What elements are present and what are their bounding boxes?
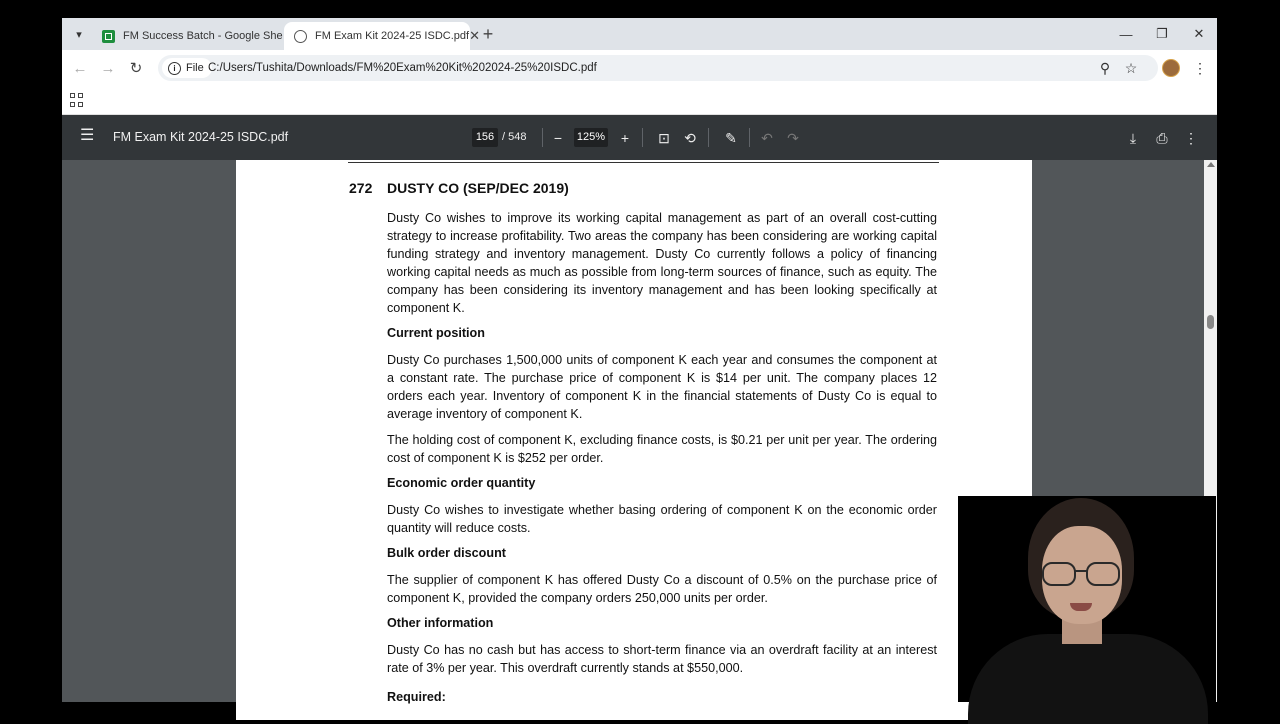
eoq-paragraph: Dusty Co wishes to investigate whether basing ordering of component K on the economic order quantity will reduce costs. — [387, 503, 937, 535]
reload-button[interactable]: ↻ — [129, 60, 143, 77]
presenter-body — [968, 634, 1208, 724]
download-icon[interactable]: ⤓ — [1129, 129, 1137, 146]
window-close-button[interactable]: ✕ — [1193, 26, 1205, 41]
new-tab-button[interactable]: + — [482, 23, 494, 44]
scroll-thumb[interactable] — [1207, 315, 1214, 329]
bulk-order-paragraph: The supplier of component K has offered Dusty Co a discount of 0.5% on the purchase price of component K, provided the company orders 250,000 units per order. — [387, 573, 937, 605]
forward-button[interactable]: → — [100, 59, 116, 77]
heading-eoq: Economic order quantity — [387, 476, 536, 490]
site-info-chip[interactable] — [162, 58, 212, 78]
zoom-level-input[interactable]: 125% — [574, 128, 608, 147]
heading-bulk-order: Bulk order discount — [387, 546, 506, 560]
profile-avatar[interactable] — [1162, 59, 1180, 77]
restore-button[interactable]: ❐ — [1156, 26, 1168, 41]
heading-required: Required: — [387, 690, 446, 704]
intro-paragraph: Dusty Co wishes to improve its working capital management as part of an overall cost-cutting strategy to increase profitability. Two areas the company has been considering are working capital funding strategy and inventory management. Dusty Co currently follows a policy of financing working capital needs as much as possible from long-term sources of finance, such as equity. The company has been considering its inventory management and has been looking specifically at component K. — [387, 211, 937, 315]
zoom-in-icon[interactable]: + — [620, 130, 630, 146]
question-title: DUSTY CO (SEP/DEC 2019) — [387, 180, 569, 196]
toolbar-divider — [642, 128, 643, 147]
holding-cost-paragraph: The holding cost of component K, excluding finance costs, is $0.21 per unit per year. The ordering cost of component K is $252 per order. — [387, 433, 937, 465]
zoom-out-icon[interactable]: − — [553, 130, 563, 146]
pdf-toolbar — [62, 115, 1217, 160]
back-button[interactable]: ← — [72, 59, 88, 77]
scroll-up-arrow-icon[interactable] — [1207, 162, 1215, 167]
tab-title: FM Exam Kit 2024-25 ISDC.pdf — [315, 30, 470, 42]
bookmark-star-icon[interactable]: ☆ — [1124, 59, 1138, 76]
toolbar-divider — [749, 128, 750, 147]
zoom-icon[interactable]: ⚲ — [1099, 59, 1111, 76]
tab-pdf[interactable] — [284, 22, 480, 50]
close-tab-icon[interactable]: ✕ — [469, 28, 480, 43]
print-icon[interactable]: ⎙ — [1156, 129, 1168, 146]
apps-grid-icon[interactable] — [70, 93, 84, 107]
other-info-paragraph: Dusty Co has no cash but has access to short-term finance via an overdraft facility at an interest rate of 3% per year. This overdraft currently stands at $550,000. — [387, 643, 937, 675]
url-text[interactable]: C:/Users/Tushita/Downloads/FM%20Exam%20Kit%202024-25%20ISDC.pdf — [208, 62, 597, 74]
heading-other-info: Other information — [387, 616, 494, 630]
pdf-filename: FM Exam Kit 2024-25 ISDC.pdf — [113, 130, 289, 144]
glasses-icon — [1086, 562, 1120, 586]
chip-label: File — [186, 62, 204, 74]
more-actions-icon[interactable]: ⋮ — [1184, 129, 1198, 146]
tab-title: FM Success Batch - Google She — [123, 30, 283, 42]
info-icon: i — [168, 62, 181, 75]
tab-strip — [62, 18, 1217, 50]
glasses-icon — [1042, 562, 1076, 586]
rotate-icon[interactable]: ⟲ — [684, 129, 696, 146]
webcam-overlay — [958, 496, 1216, 702]
sidebar-menu-icon[interactable]: ☰ — [80, 127, 95, 144]
header-rule — [348, 162, 939, 163]
fit-page-icon[interactable]: ⊡ — [658, 129, 670, 146]
browser-toolbar — [62, 50, 1217, 86]
toolbar-divider — [542, 128, 543, 147]
glasses-bridge — [1075, 570, 1087, 572]
heading-current-position: Current position — [387, 326, 485, 340]
page-total: / 548 — [502, 131, 527, 143]
pdf-page — [236, 160, 1032, 720]
tab-google-sheets[interactable] — [92, 22, 282, 50]
undo-icon[interactable]: ↶ — [761, 129, 773, 146]
question-number: 272 — [349, 180, 373, 196]
browser-menu-icon[interactable]: ⋮ — [1193, 59, 1207, 76]
current-position-paragraph: Dusty Co purchases 1,500,000 units of component K each year and consumes the component at a constant rate. The purchase price of component K is $14 per unit. The company places 12 orders each year. Inventory of component K in the financial statements of Dusty Co is equal to average inventory of component K. — [387, 353, 937, 421]
google-sheets-icon — [102, 30, 115, 43]
address-bar[interactable] — [158, 55, 1158, 81]
annotate-icon[interactable]: ✎ — [725, 129, 737, 146]
tab-search-button[interactable]: ▾ — [76, 28, 82, 41]
minimize-button[interactable]: — — [1119, 26, 1133, 42]
toolbar-divider — [708, 128, 709, 147]
bookmarks-bar — [62, 86, 1217, 115]
page-number-input[interactable]: 156 — [472, 128, 498, 147]
globe-icon — [294, 30, 307, 43]
redo-icon[interactable]: ↷ — [787, 129, 799, 146]
